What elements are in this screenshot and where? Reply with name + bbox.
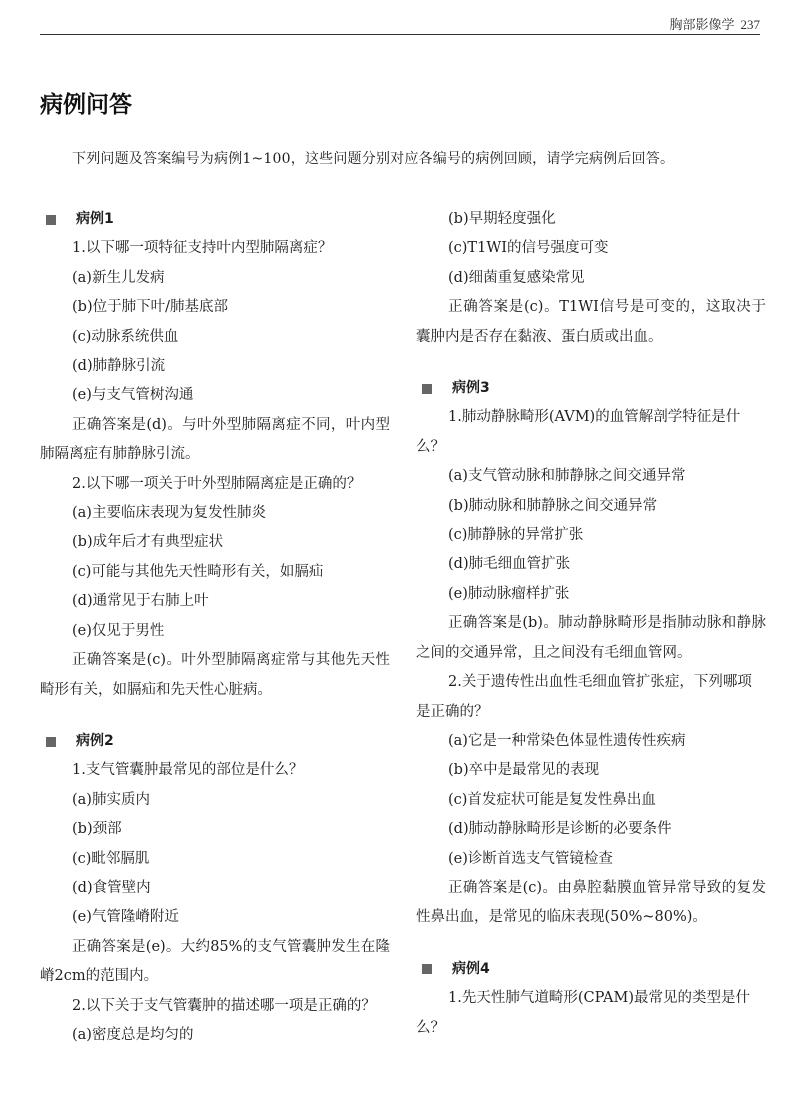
option: (d)肺毛细血管扩张 [448,556,571,573]
answer: 正确答案是(e)。大约85%的支气管囊肿发生在隆嵴2cm的范围内。 [40,938,390,985]
square-bullet-icon [422,964,432,974]
question: 2.以下关于支气管囊肿的描述哪一项是正确的？ [72,997,376,1014]
option: (b)早期轻度强化 [448,211,556,227]
page-number: 237 [740,17,760,32]
option: (b)颈部 [72,821,122,838]
case-heading: 病例1 [40,205,390,234]
option: (c)动脉系统供血 [72,328,179,345]
option: (e)与支气管树沟通 [72,387,194,404]
answer: 正确答案是(b)。肺动静脉畸形是指肺动脉和静脉之间的交通异常，且之间没有毛细血管网。 [416,615,766,661]
option: (c)可能与其他先天性畸形有关，如膈疝 [72,563,324,580]
running-header [40,10,760,35]
square-bullet-icon [422,384,432,394]
option: (d)通常见于右肺上叶 [72,593,209,610]
option: (e)肺动脉瘤样扩张 [448,585,570,602]
running-title [669,14,760,33]
option: (b)位于肺下叶/肺基底部 [72,299,228,316]
question: 1.肺动静脉畸形(AVM)的血管解剖学特征是什么？ [416,409,741,455]
option: (b)肺动脉和肺静脉之间交通异常 [448,497,658,514]
option: (a)密度总是均匀的 [72,1026,194,1043]
option: (b)卒中是最常见的表现 [448,762,600,779]
option: (d)肺动静脉畸形是诊断的必要条件 [448,821,672,838]
running-title-text: 胸部影像学 [669,18,735,33]
option: (d)细菌重复感染常见 [448,269,585,286]
question: 1.先天性肺气道畸形(CPAM)最常见的类型是什么？ [416,990,750,1036]
option: (a)新生儿发病 [72,269,165,286]
question: 2.关于遗传性出血性毛细血管扩张症，下列哪项是正确的？ [416,674,752,720]
answer: 正确答案是(c)。叶外型肺隔离症常与其他先天性畸形有关，如膈疝和先天性心脏病。 [40,652,390,698]
case-heading: 病例3 [416,374,766,403]
option: (a)肺实质内 [72,791,150,808]
question: 2.以下哪一项关于叶外型肺隔离症是正确的？ [72,475,362,492]
answer: 正确答案是(c)。T1WI信号是可变的，这取决于囊肿内是否存在黏液、蛋白质或出血。 [416,299,766,345]
option: (b)成年后才有典型症状 [72,534,224,551]
option: (d)肺静脉引流 [72,358,166,375]
square-bullet-icon [46,215,56,225]
right-column [416,205,766,1043]
option: (a)它是一种常染色体显性遗传性疾病 [448,732,686,749]
option: (c)肺静脉的异常扩张 [448,527,584,544]
left-column [40,205,390,1050]
square-bullet-icon [46,737,56,747]
question: 1.支气管囊肿最常见的部位是什么？ [72,762,304,779]
case-heading: 病例4 [416,955,766,984]
section-title: 病例问答 [40,92,132,118]
option: (a)主要临床表现为复发性肺炎 [72,505,266,522]
intro-paragraph: 下列问题及答案编号为病例1~100，这些问题分别对应各编号的病例回顾，请学完病例后回答。 [72,151,675,167]
option: (d)食管壁内 [72,879,151,896]
option: (e)诊断首选支气管镜检查 [448,850,613,867]
question: 1.以下哪一项特征支持叶内型肺隔离症？ [72,240,333,257]
option: (c)T1WI的信号强度可变 [448,240,609,257]
option: (c)首发症状可能是复发性鼻出血 [448,791,656,808]
answer: 正确答案是(c)。由鼻腔黏膜血管异常导致的复发性鼻出血，是常见的临床表现(50%~80%)。 [416,879,766,926]
option: (a)支气管动脉和肺静脉之间交通异常 [448,468,686,485]
answer: 正确答案是(d)。与叶外型肺隔离症不同，叶内型肺隔离症有肺静脉引流。 [40,416,390,463]
option: (e)气管隆嵴附近 [72,909,179,926]
option: (c)毗邻膈肌 [72,850,150,867]
case-heading: 病例2 [40,727,390,756]
option: (e)仅见于男性 [72,622,165,639]
